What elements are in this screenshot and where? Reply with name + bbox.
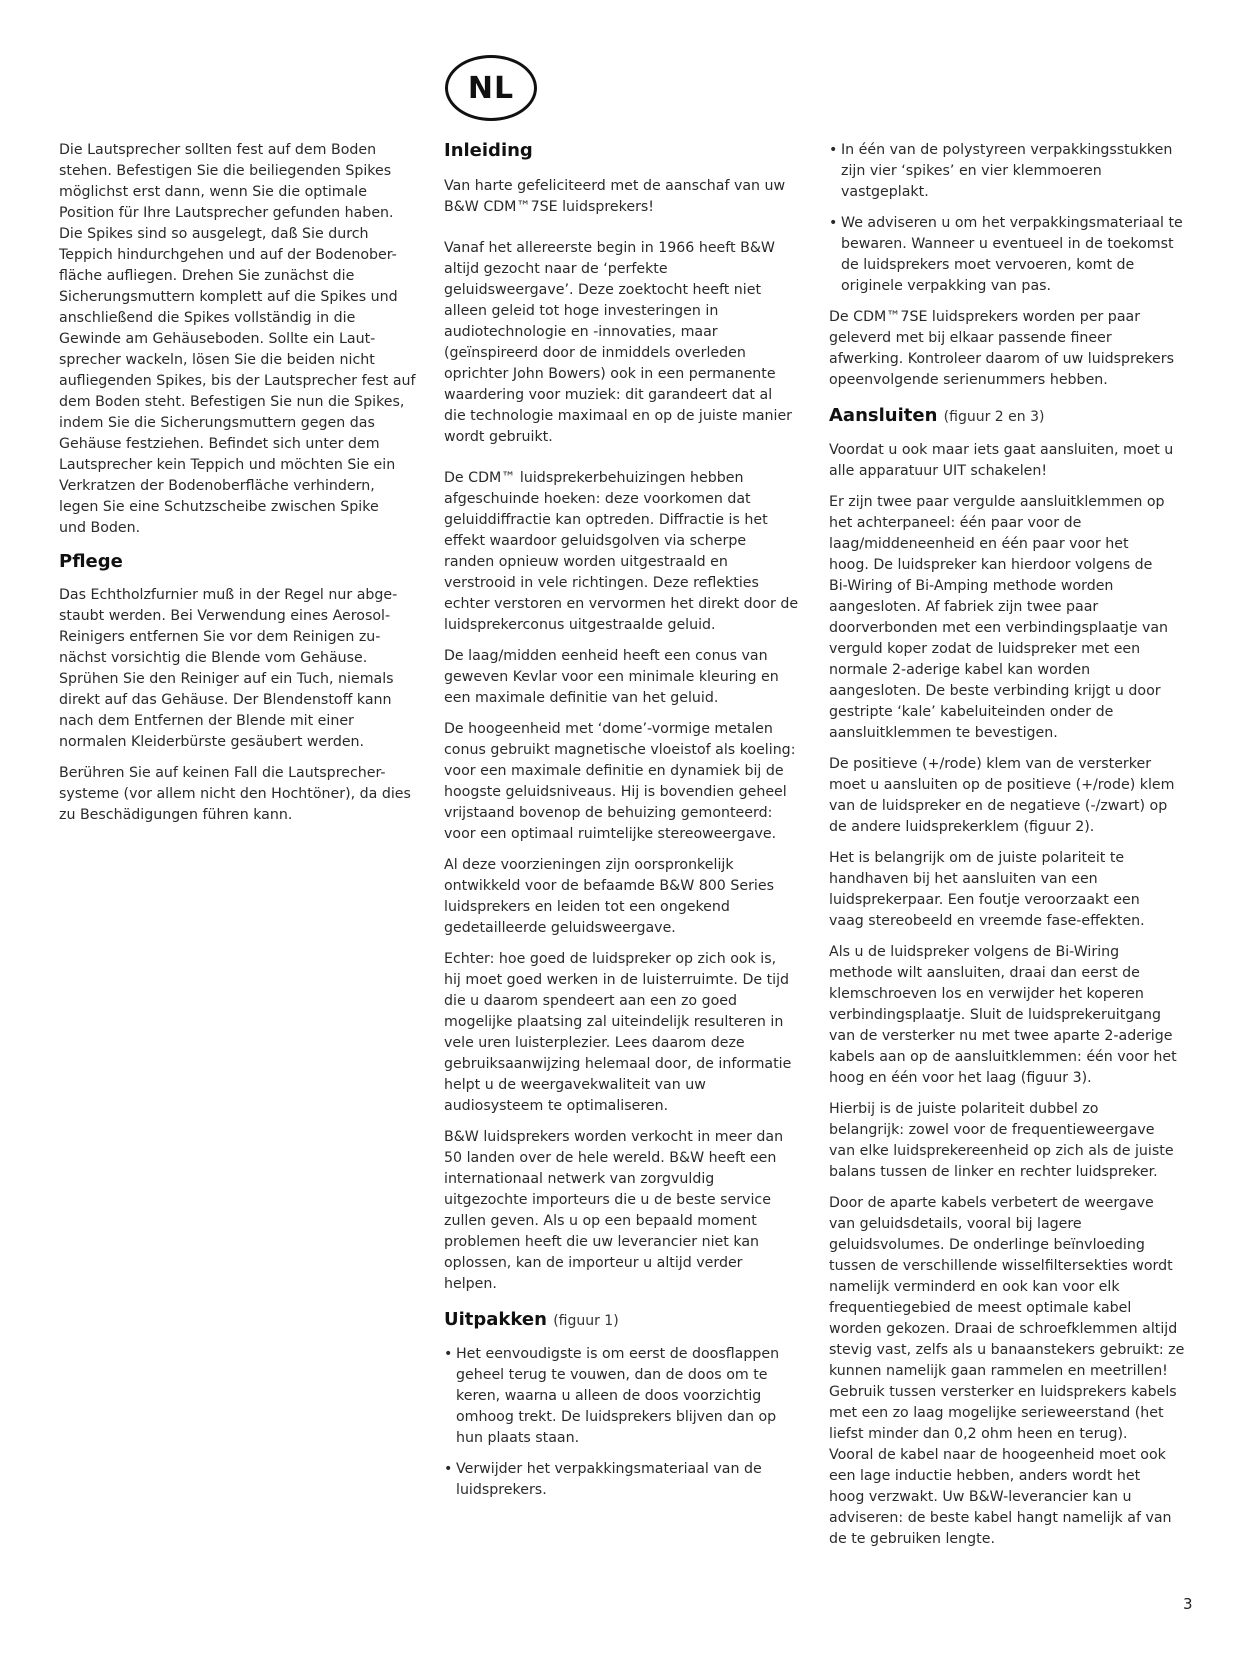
bullet-item (444, 1344, 816, 1449)
text-line: alleen geleid tot hoge investeringen in (444, 303, 719, 319)
text-line: gedetailleerde geluidsweergave. (444, 920, 676, 936)
paragraph (444, 855, 816, 939)
text-line: conus gebruikt magnetische vloeistof als koeling: (444, 742, 796, 758)
text-line: (geïnspireerd door de inmiddels overleden (444, 345, 746, 361)
text-line: nach dem Entfernen der Blende mit einer (59, 713, 354, 729)
paragraph (444, 468, 816, 636)
text-line: audiotechnologie en -innovaties, maar (444, 324, 718, 340)
text-line: fläche aufliegen. Drehen Sie zunächst die (59, 268, 355, 284)
text-line: bewaren. Wanneer u eventueel in de toekomst (841, 236, 1174, 252)
text-line: De CDM™7SE luidsprekers worden per paar (829, 309, 1141, 325)
text-line: systeme (vor allem nicht den Hochtöner), da dies (59, 786, 411, 802)
text-line: moet u aansluiten op de positieve (+/rode) klem (829, 777, 1175, 793)
text-line: geleverd met bij elkaar passende fineer (829, 330, 1112, 346)
text-line: geluidsweergave’. Deze zoektocht heeft niet (444, 282, 762, 298)
text-line: anschließend die Spikes vollständig in die (59, 310, 356, 326)
text-line: verguld koper zodat de luidspreker met een (829, 641, 1141, 657)
text-line: altijd gezocht naar de ‘perfekte (444, 261, 668, 277)
text-line: Door de aparte kabels verbetert de weergave (829, 1195, 1154, 1211)
text-line: voor een maximale definitie en dynamiek bij de (444, 763, 784, 779)
text-line: luidsprekers. (456, 1482, 547, 1498)
paragraph (829, 848, 1201, 932)
bullet-text (841, 213, 1201, 297)
text-line: Als u de luidspreker volgens de Bi-Wiring (829, 944, 1120, 960)
bullet-text (456, 1344, 816, 1449)
text-line: een lage inductie hebben, anders wordt het (829, 1468, 1141, 1484)
text-line: Das Echtholzfurnier muß in der Regel nur abge- (59, 587, 398, 603)
text-line: ontwikkeld voor de befaamde B&W 800 Series (444, 878, 774, 894)
text-line: Gewinde am Gehäuseboden. Sollte ein Laut- (59, 331, 376, 347)
text-line: Reinigers entfernen Sie vor dem Reinigen zu- (59, 629, 381, 645)
bullet-item (444, 1459, 816, 1501)
page-number: 3 (1183, 1595, 1193, 1613)
text-line: geweven Kevlar voor een minimale kleuring en (444, 669, 779, 685)
text-line: Verkratzen der Bodenoberfläche verhindern, (59, 478, 375, 494)
text-line: helpen. (444, 1276, 497, 1292)
paragraph (59, 140, 431, 539)
bullet-text (456, 1459, 816, 1501)
text-line: originele verpakking van pas. (841, 278, 1052, 294)
heading-figure-ref: (figuur 2 en 3) (943, 409, 1045, 425)
text-line: Hierbij is de juiste polariteit dubbel zo (829, 1101, 1099, 1117)
text-line: B&W luidsprekers worden verkocht in meer dan (444, 1129, 784, 1145)
text-line: aangesloten. Af fabriek zijn twee paar (829, 599, 1099, 615)
text-line: helpt u de weergavekwaliteit van uw (444, 1077, 706, 1093)
text-line: verstrooid in vele richtingen. Deze reflekties (444, 575, 759, 591)
text-line: aansluitklemmen te bevestigen. (829, 725, 1058, 741)
text-line: hoog. De luidspreker kan hierdoor volgens de (829, 557, 1153, 573)
text-line: hun plaats staan. (456, 1430, 580, 1446)
text-line: van de luidspreker en de negatieve (-/zwart) op (829, 798, 1168, 814)
text-line: vrijstaand bovenop de behuizing gemonteerd: (444, 805, 773, 821)
text-line: methode wilt aansluiten, draai dan eerst de (829, 965, 1140, 981)
text-line: die u daarom spendeert aan een zo goed (444, 993, 738, 1009)
heading-text: Uitpakken (444, 1309, 547, 1330)
text-line: zu Beschädigungen führen kann. (59, 807, 293, 823)
paragraph (829, 492, 1201, 744)
column-german (59, 140, 431, 836)
text-line: möglichst erst dann, wenn Sie die optimale (59, 184, 367, 200)
text-line: In één van de polystyreen verpakkingsstukken (841, 142, 1173, 158)
text-line: tussen de verschillende wisselfiltersekties wordt (829, 1258, 1173, 1274)
text-line: oplossen, kan de importeur u altijd verder (444, 1255, 743, 1271)
text-line: We adviseren u om het verpakkingsmateriaal te (841, 215, 1183, 231)
text-line: de andere luidsprekerklem (figuur 2). (829, 819, 1095, 835)
text-line: kunnen namelijk gaan rammelen en meetrillen! (829, 1363, 1168, 1379)
text-line: namelijk verminderd en ook kan voor elk (829, 1279, 1120, 1295)
text-line: hoogste geluidsniveaus. Hij is bovendien geheel (444, 784, 787, 800)
text-line: afwerking. Kontroleer daarom of uw luidsprekers (829, 351, 1174, 367)
text-line: worden gekozen. Draai de schroefklemmen altijd (829, 1321, 1178, 1337)
bullet-item (829, 140, 1201, 203)
text-line: gestripte ‘kale’ kabeluiteinden onder de (829, 704, 1114, 720)
text-line: voor een optimaal ruimtelijke stereoweergave. (444, 826, 777, 842)
text-line: De positieve (+/rode) klem van de versterker (829, 756, 1152, 772)
section-heading-aansluiten (829, 405, 1201, 428)
text-line: Het is belangrijk om de juiste polariteit te (829, 850, 1125, 866)
text-line: B&W CDM™7SE luidsprekers! (444, 199, 654, 215)
text-line: internationaal netwerk van zorgvuldig (444, 1171, 715, 1187)
text-line: De CDM™ luidsprekerbehuizingen hebben (444, 470, 744, 486)
section-heading-inleiding: Inleiding (444, 140, 533, 161)
language-badge: NL (445, 55, 537, 121)
text-line: oprichter John Bowers) ook in een permanente (444, 366, 776, 382)
text-line: afgeschuinde hoeken: deze voorkomen dat (444, 491, 751, 507)
text-line: van geluidsdetails, vooral bij lagere (829, 1216, 1082, 1232)
text-line: zullen geven. Als u op een bepaald moment (444, 1213, 757, 1229)
section-heading-uitpakken (444, 1309, 816, 1332)
text-line: Sprühen Sie den Reiniger auf ein Tuch, niemals (59, 671, 394, 687)
bullet-item (829, 213, 1201, 297)
text-line: Bi-Wiring of Bi-Amping methode worden (829, 578, 1114, 594)
text-line: effekt waardoor geluidsgolven via scherpe (444, 533, 747, 549)
text-line: geluiddiffractie kan optreden. Diffractie is het (444, 512, 768, 528)
text-line: problemen heeft die uw leverancier niet kan (444, 1234, 760, 1250)
text-line: Verwijder het verpakkingsmateriaal van de (456, 1461, 762, 1477)
text-line: van de versterker nu met twee aparte 2-aderige (829, 1028, 1173, 1044)
text-line: Die Lautsprecher sollten fest auf dem Boden (59, 142, 377, 158)
text-line: klemschroeven los en verwijder het koperen (829, 986, 1144, 1002)
paragraph (829, 754, 1201, 838)
column-dutch-connect (829, 140, 1201, 1560)
paragraph (444, 1127, 816, 1295)
paragraph (444, 238, 816, 448)
text-line: handhaven bij het aansluiten van een (829, 871, 1098, 887)
text-line: direkt auf das Gehäuse. Der Blendenstoff kann (59, 692, 392, 708)
text-line: wordt gebruikt. (444, 429, 553, 445)
text-line: Sicherungsmuttern komplett auf die Spikes und (59, 289, 398, 305)
paragraph (444, 176, 816, 218)
text-line: frequentiegebied de meest optimale kabel (829, 1300, 1132, 1316)
text-line: Echter: hoe goed de luidspreker op zich ook is, (444, 951, 777, 967)
paragraph (829, 1099, 1201, 1183)
paragraph (829, 942, 1201, 1089)
text-line: omhoog trekt. De luidsprekers blijven dan op (456, 1409, 777, 1425)
bullet-text (841, 140, 1201, 203)
text-line: Berühren Sie auf keinen Fall die Lautsprecher- (59, 765, 386, 781)
column-dutch-intro (444, 140, 816, 1511)
text-line: stevig vast, zelfs als u banaanstekers gebruikt: ze (829, 1342, 1185, 1358)
text-line: normalen Kleiderbürste gesäubert werden. (59, 734, 365, 750)
text-line: Al deze voorzieningen zijn oorspronkelijk (444, 857, 734, 873)
text-line: sprecher wackeln, lösen Sie die beiden nicht (59, 352, 375, 368)
text-line: Teppich hindurchgehen und auf der Bodenober- (59, 247, 397, 263)
text-line: de te gebruiken lengte. (829, 1531, 995, 1547)
text-line: liefst minder dan 0,2 ohm heen en terug). (829, 1426, 1128, 1442)
paragraph (59, 763, 431, 826)
text-line: legen Sie eine Schutzscheibe zwischen Spike (59, 499, 379, 515)
text-line: hoog en één voor het laag (figuur 3). (829, 1070, 1092, 1086)
text-line: indem Sie die Sicherungsmuttern gegen das (59, 415, 375, 431)
text-line: alle apparatuur UIT schakelen! (829, 463, 1048, 479)
text-line: mogelijke plaatsing zal uiteindelijk resulteren in (444, 1014, 784, 1030)
paragraph (59, 585, 431, 753)
text-line: nächst vorsichtig die Blende vom Gehäuse. (59, 650, 368, 666)
text-line: het achterpaneel: één paar voor de (829, 515, 1082, 531)
bullet-dot: • (829, 215, 838, 231)
text-line: Gehäuse festziehen. Befindet sich unter dem (59, 436, 380, 452)
text-line: hoog verzwakt. Uw B&W-leverancier kan u (829, 1489, 1132, 1505)
text-line: met een zo laag mogelijke serieweerstand (het (829, 1405, 1164, 1421)
text-line: luidsprekerconus uitgestraalde geluid. (444, 617, 716, 633)
text-line: doorverbonden met een verbindingsplaatje van (829, 620, 1169, 636)
text-line: Vooral de kabel naar de hoogeenheid moet ook (829, 1447, 1166, 1463)
bullet-dot: • (829, 142, 838, 158)
heading-text: Aansluiten (829, 405, 938, 426)
text-line: hij moet goed werken in de luisterruimte. De tijd (444, 972, 790, 988)
text-line: Het eenvoudigste is om eerst de doosflappen (456, 1346, 780, 1362)
text-line: uitgezochte importeurs die u de beste service (444, 1192, 771, 1208)
section-heading-pflege: Pflege (59, 551, 123, 572)
text-line: laag/middeneenheid en één paar voor het (829, 536, 1129, 552)
text-line: verbindingsplaatje. Sluit de luidsprekeruitgang (829, 1007, 1162, 1023)
text-line: gebruiksaanwijzing helemaal door, de informatie (444, 1056, 792, 1072)
text-line: normale 2-aderige kabel kan worden (829, 662, 1091, 678)
text-line: Voordat u ook maar iets gaat aansluiten, moet u (829, 442, 1174, 458)
text-line: de luidsprekers moet vervoeren, komt de (841, 257, 1135, 273)
text-line: und Boden. (59, 520, 141, 536)
text-line: dem Boden steht. Befestigen Sie nun die Spikes, (59, 394, 405, 410)
paragraph (829, 1193, 1201, 1550)
text-line: keren, waarna u alleen de doos voorzichtig (456, 1388, 762, 1404)
text-line: zijn vier ‘spikes’ en vier klemmoeren (841, 163, 1102, 179)
text-line: kabels aan op de aansluitklemmen: één voor het (829, 1049, 1177, 1065)
text-line: audiosysteem te optimaliseren. (444, 1098, 669, 1114)
paragraph (444, 949, 816, 1117)
text-line: een maximale definitie van het geluid. (444, 690, 719, 706)
text-line: Van harte gefeliciteerd met de aanschaf van uw (444, 178, 786, 194)
text-line: vaag stereobeeld en vreemde fase-effekten. (829, 913, 1145, 929)
text-line: Vanaf het allereerste begin in 1966 heeft B&W (444, 240, 775, 256)
text-line: staubt werden. Bei Verwendung eines Aerosol- (59, 608, 391, 624)
paragraph (444, 646, 816, 709)
text-line: waardering voor muziek: dit garandeert dat al (444, 387, 773, 403)
text-line: stehen. Befestigen Sie die beiliegenden Spikes (59, 163, 392, 179)
text-line: vastgeplakt. (841, 184, 929, 200)
text-line: echter verstoren en vervormen het direkt door de (444, 596, 799, 612)
text-line: geheel terug te vouwen, dan de doos om te (456, 1367, 768, 1383)
paragraph (829, 307, 1201, 391)
text-line: aangesloten. De beste verbinding krijgt u door (829, 683, 1161, 699)
heading-figure-ref: (figuur 1) (553, 1313, 619, 1329)
text-line: 50 landen over de hele wereld. B&W heeft een (444, 1150, 777, 1166)
text-line: geluidsvolumes. De onderlinge beïnvloeding (829, 1237, 1145, 1253)
text-line: balans tussen de linker en rechter luidspreker. (829, 1164, 1158, 1180)
text-line: vele uren luisterplezier. Lees daarom deze (444, 1035, 745, 1051)
paragraph (444, 719, 816, 845)
text-line: Lautsprecher kein Teppich und möchten Sie ein (59, 457, 396, 473)
text-line: van elke luidsprekereenheid op zich als de juiste (829, 1143, 1174, 1159)
text-line: De laag/midden eenheid heeft een conus van (444, 648, 768, 664)
text-line: luidsprekers en leiden tot een ongekend (444, 899, 730, 915)
text-line: aufliegenden Spikes, bis der Lautsprecher fest auf (59, 373, 416, 389)
text-line: De hoogeenheid met ‘dome’-vormige metalen (444, 721, 773, 737)
text-line: luidsprekerpaar. Een foutje veroorzaakt een (829, 892, 1140, 908)
paragraph (829, 440, 1201, 482)
text-line: opeenvolgende serienummers hebben. (829, 372, 1108, 388)
bullet-dot: • (444, 1346, 453, 1362)
bullet-dot: • (444, 1461, 453, 1477)
text-line: Er zijn twee paar vergulde aansluitklemmen op (829, 494, 1165, 510)
text-line: Die Spikes sind so ausgelegt, daß Sie durch (59, 226, 369, 242)
text-line: die technologie maximaal en op de juiste manier (444, 408, 793, 424)
text-line: Position für Ihre Lautsprecher gefunden haben. (59, 205, 394, 221)
text-line: randen opnieuw worden uitgestraald en (444, 554, 728, 570)
text-line: adviseren: de beste kabel hangt namelijk af van (829, 1510, 1172, 1526)
text-line: belangrijk: zowel voor de frequentieweergave (829, 1122, 1155, 1138)
text-line: Gebruik tussen versterker en luidsprekers kabels (829, 1384, 1177, 1400)
